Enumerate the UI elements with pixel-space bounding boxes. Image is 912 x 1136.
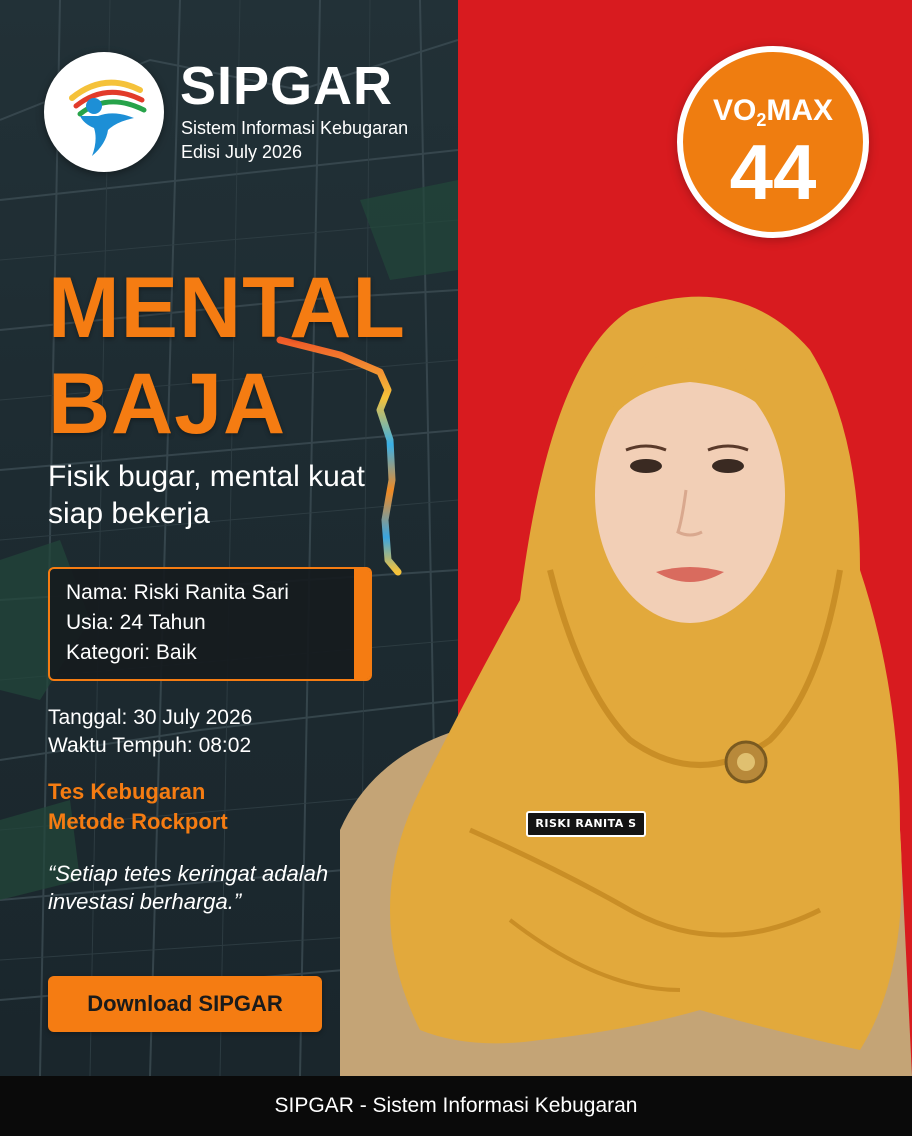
motivational-quote: “Setiap tetes keringat adalah investasi berharga.” [48, 861, 329, 914]
tagline: Fisik bugar, mental kuat siap bekerja [48, 460, 365, 530]
vo2max-badge [677, 46, 869, 238]
vo2max-label: $VO_2MAX$ [712, 94, 834, 130]
app-name: SIPGAR [180, 56, 394, 116]
download-button[interactable]: Download SIPGAR [48, 976, 322, 1032]
test-title-line-2: Metode Rockport [48, 809, 228, 834]
footer-bar: SIPGAR - Sistem Informasi Kebugaran [0, 1076, 912, 1136]
test-date: Tanggal: 30 July 2026 [48, 706, 253, 729]
sipgar-logo [44, 52, 164, 172]
profile-age: Usia: 24 Tahun [66, 611, 206, 634]
edition-label: Edisi July 2026 [181, 142, 303, 162]
name-tag: RISKI RANITA S [526, 811, 646, 837]
test-title-line-1: Tes Kebugaran [48, 779, 206, 804]
app-subtitle: Sistem Informasi Kebugaran [181, 118, 409, 138]
profile-name: Nama: Riski Ranita Sari [66, 581, 289, 604]
running-person-logo-icon [44, 52, 164, 172]
portrait-photo [300, 270, 912, 1076]
vo2max-value: 44 [729, 128, 817, 216]
headline-line-1: MENTAL [48, 260, 406, 356]
headline-line-2: BAJA [48, 356, 287, 452]
profile-category: Kategori: Baik [66, 641, 197, 664]
test-time: Waktu Tempuh: 08:02 [48, 734, 252, 757]
